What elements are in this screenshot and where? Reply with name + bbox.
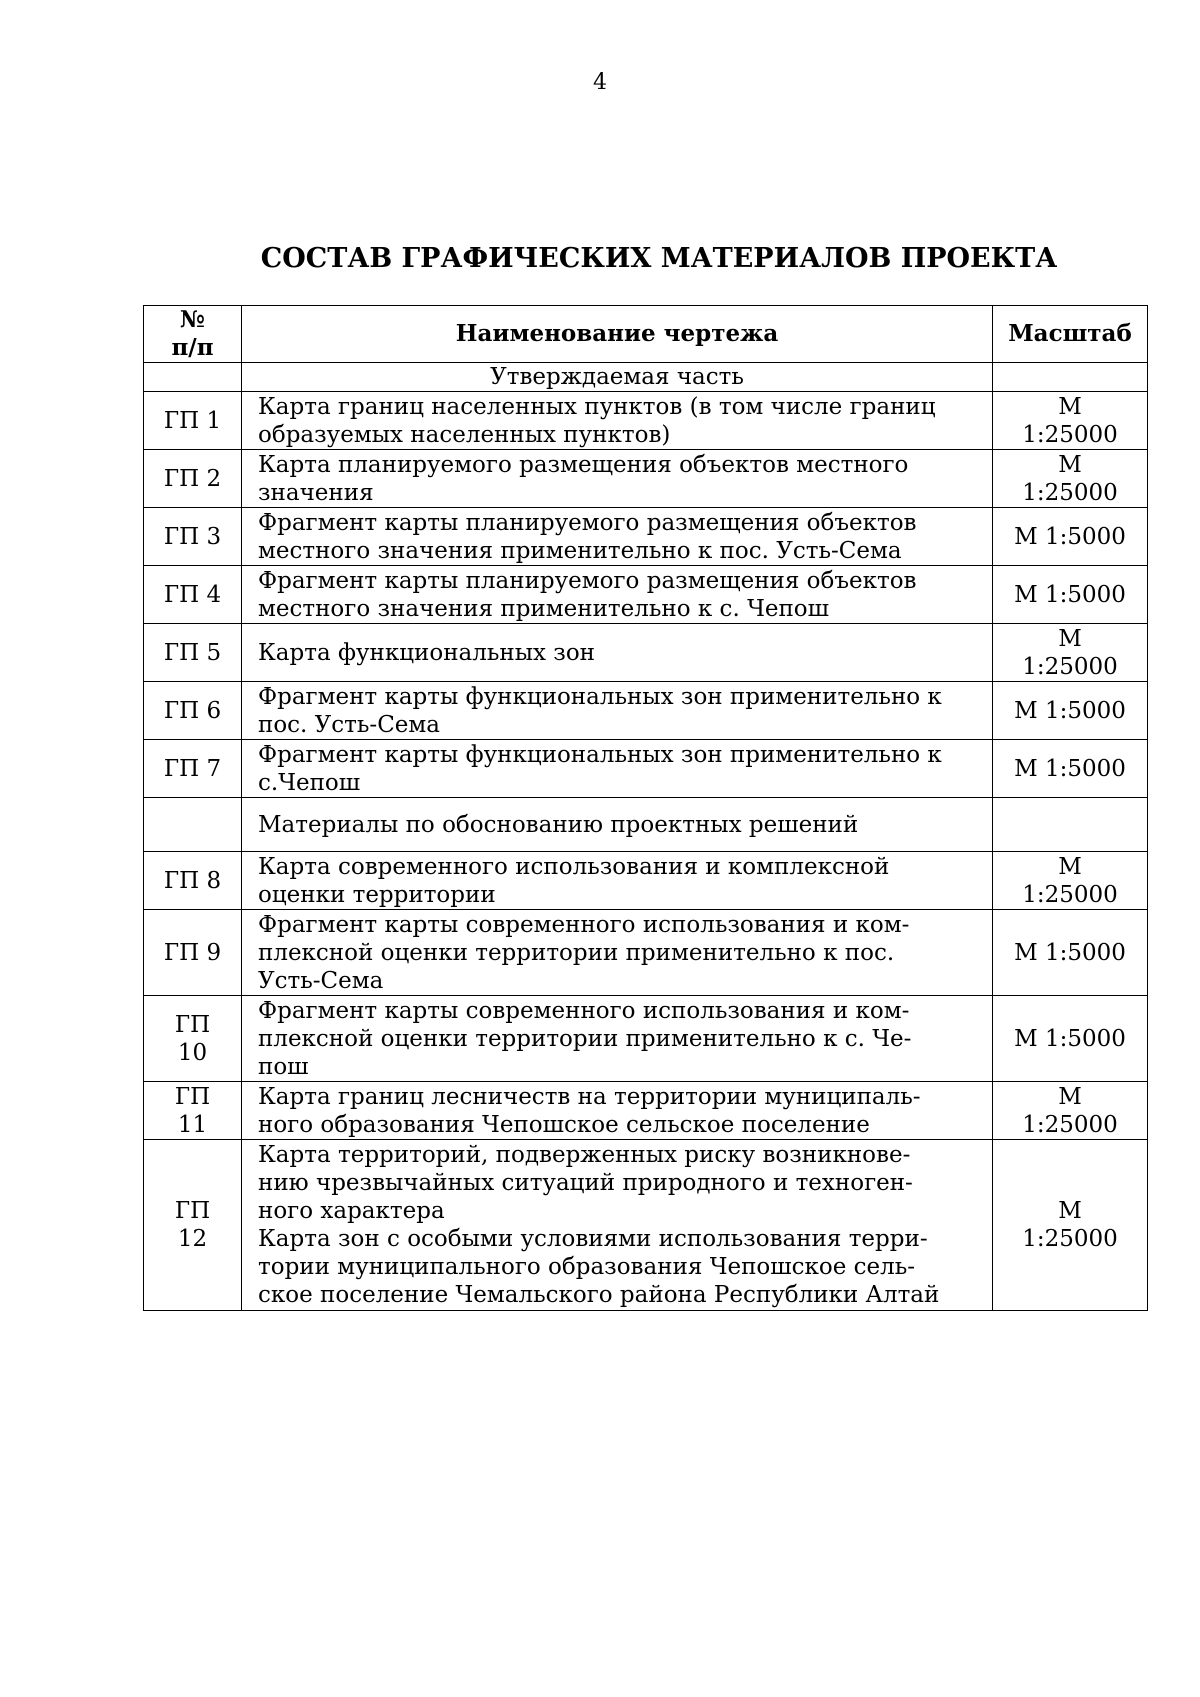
drawing-name-line: оценки территории: [258, 881, 496, 908]
drawing-number: [144, 392, 242, 450]
drawing-scale-line: М 1:5000: [1014, 1025, 1126, 1052]
drawing-name-line: Фрагмент карты функциональных зон применительно к: [258, 741, 942, 768]
drawing-name-line: Фрагмент карты планируемого размещения объектов: [258, 567, 917, 594]
page-number: 4: [593, 70, 607, 95]
drawing-name-line: Фрагмент карты современного использования и ком-: [258, 997, 910, 1024]
drawing-name-line: значения: [258, 479, 374, 506]
drawing-name-line: пош: [258, 1053, 309, 1080]
graphic-materials-table: [143, 305, 1148, 1311]
drawing-number-line: ГП 9: [163, 939, 222, 966]
drawing-scale-line: М: [1058, 1198, 1082, 1224]
drawing-scale: [993, 450, 1148, 508]
drawing-scale: [993, 508, 1148, 566]
drawing-name: [242, 682, 993, 740]
section-number-cell: [144, 798, 242, 852]
drawing-name: [242, 508, 993, 566]
drawing-number-line: ГП 7: [163, 755, 222, 782]
drawing-name-line: плексной оценки территории применительно к пос.: [258, 939, 895, 966]
drawing-name-line: Карта территорий, подверженных риску возникнове-: [258, 1142, 911, 1168]
drawing-name-line: Фрагмент карты современного использования и ком-: [258, 911, 910, 938]
drawing-scale-line: М 1:5000: [1014, 697, 1126, 724]
drawing-number-line: ГП: [174, 1198, 211, 1224]
drawing-scale-line: 1:25000: [1022, 479, 1118, 506]
drawing-name-line: Карта планируемого размещения объектов местного: [258, 451, 909, 478]
drawing-scale: [993, 1082, 1148, 1140]
header-name: Наименование чертежа: [242, 306, 993, 363]
drawing-name: [242, 852, 993, 910]
drawing-number: [144, 624, 242, 682]
drawing-scale-line: М: [1058, 1083, 1082, 1110]
section-row: [144, 363, 1148, 392]
drawing-number-line: ГП: [174, 1083, 211, 1110]
drawing-scale-line: М: [1058, 625, 1082, 652]
table-row: [144, 450, 1148, 508]
drawing-name: [242, 566, 993, 624]
drawing-number: [144, 566, 242, 624]
drawing-name-line: ское поселение Чемальского района Республики Алтай: [258, 1282, 940, 1308]
drawing-name-line: с.Чепош: [258, 769, 361, 796]
drawing-name: [242, 910, 993, 996]
drawing-name-line: ного характера: [258, 1198, 445, 1224]
drawing-scale-line: 1:25000: [1022, 653, 1118, 680]
table-row: [144, 1082, 1148, 1140]
drawing-number-line: ГП 2: [163, 465, 222, 492]
drawing-scale: [993, 910, 1148, 996]
table-body: [144, 363, 1148, 1311]
drawing-name-line: нию чрезвычайных ситуаций природного и техноген-: [258, 1170, 913, 1196]
drawing-number: [144, 996, 242, 1082]
drawing-scale: [993, 392, 1148, 450]
drawing-scale-line: 1:25000: [1022, 1111, 1118, 1138]
drawing-scale: [993, 624, 1148, 682]
drawing-name-line: местного значения применительно к пос. Усть-Сема: [258, 537, 902, 564]
drawing-number-line: 10: [177, 1039, 208, 1066]
section-scale-cell: [993, 363, 1148, 392]
section-scale-cell: [993, 798, 1148, 852]
drawing-number: [144, 910, 242, 996]
drawing-scale-line: М: [1058, 393, 1082, 420]
drawing-number: [144, 508, 242, 566]
table-row: [144, 682, 1148, 740]
drawing-scale: [993, 996, 1148, 1082]
drawing-name-line: местного значения применительно к с. Чепош: [258, 595, 830, 622]
section-row: [144, 798, 1148, 852]
drawing-scale: [993, 566, 1148, 624]
drawing-name-line: тории муниципального образования Чепошское сель-: [258, 1254, 916, 1280]
drawing-number-line: ГП 6: [163, 697, 222, 724]
table-row: [144, 852, 1148, 910]
drawing-name-line: образуемых населенных пунктов): [258, 421, 671, 448]
drawing-scale: [993, 682, 1148, 740]
drawing-name-line: Фрагмент карты планируемого размещения объектов: [258, 509, 917, 536]
drawing-name: [242, 450, 993, 508]
drawing-name: [242, 740, 993, 798]
header-number: [144, 306, 242, 363]
drawing-scale-line: 1:25000: [1022, 881, 1118, 908]
drawing-scale-line: 1:25000: [1022, 421, 1118, 448]
table-header-row: [144, 306, 1148, 363]
drawing-number-line: ГП: [174, 1011, 211, 1038]
drawing-name-line: Карта функциональных зон: [258, 639, 596, 666]
drawing-number-line: 12: [177, 1226, 208, 1252]
drawing-scale-line: М 1:5000: [1014, 581, 1126, 608]
drawing-scale: [993, 1140, 1148, 1311]
table-row: [144, 740, 1148, 798]
drawing-name-line: Карта зон с особыми условиями использования терри-: [258, 1226, 928, 1252]
section-number-cell: [144, 363, 242, 392]
drawing-number-line: ГП 1: [163, 407, 222, 434]
header-scale: Масштаб: [993, 306, 1148, 363]
table-row: [144, 624, 1148, 682]
drawing-number-line: 11: [177, 1111, 208, 1138]
drawing-name: [242, 1082, 993, 1140]
drawing-name-line: ного образования Чепошское сельское поселение: [258, 1111, 870, 1138]
table-row: [144, 392, 1148, 450]
drawing-number: [144, 1082, 242, 1140]
drawing-scale-line: М 1:5000: [1014, 755, 1126, 782]
table-row: [144, 910, 1148, 996]
table-row: [144, 996, 1148, 1082]
drawing-scale-line: М: [1058, 451, 1082, 478]
drawing-scale-line: М: [1058, 853, 1082, 880]
drawing-name-line: Карта границ лесничеств на территории муниципаль-: [258, 1083, 921, 1110]
drawing-name-line: Карта границ населенных пунктов (в том числе границ: [258, 393, 936, 420]
drawing-number: [144, 450, 242, 508]
drawing-number-line: ГП 8: [163, 867, 222, 894]
drawing-name-line: Фрагмент карты функциональных зон применительно к: [258, 683, 942, 710]
drawing-number-line: ГП 4: [163, 581, 222, 608]
header-number-line: №: [180, 306, 205, 333]
header-number-line: п/п: [171, 334, 214, 361]
section-title: Утверждаемая часть: [242, 363, 993, 392]
drawing-name-line: плексной оценки территории применительно к с. Че-: [258, 1025, 912, 1052]
drawing-number: [144, 682, 242, 740]
table-row: [144, 508, 1148, 566]
table-row: [144, 566, 1148, 624]
document-title: СОСТАВ ГРАФИЧЕСКИХ МАТЕРИАЛОВ ПРОЕКТА: [260, 243, 1058, 274]
drawing-scale: [993, 740, 1148, 798]
drawing-name: [242, 996, 993, 1082]
drawing-name-line: пос. Усть-Сема: [258, 711, 441, 738]
drawing-name-line: Усть-Сема: [258, 967, 384, 994]
section-title: Материалы по обоснованию проектных решений: [242, 798, 993, 852]
drawing-number: [144, 740, 242, 798]
drawing-name: [242, 624, 993, 682]
drawing-scale-line: 1:25000: [1022, 1226, 1118, 1252]
drawing-name: [242, 392, 993, 450]
drawing-number: [144, 1140, 242, 1311]
drawing-number-line: ГП 5: [163, 639, 222, 666]
drawing-number: [144, 852, 242, 910]
drawing-scale: [993, 852, 1148, 910]
drawing-number-line: ГП 3: [163, 523, 222, 550]
drawing-scale-line: М 1:5000: [1014, 523, 1126, 550]
drawing-name: [242, 1140, 993, 1311]
drawing-name-line: Карта современного использования и комплексной: [258, 853, 890, 880]
table-row: [144, 1140, 1148, 1311]
drawing-scale-line: М 1:5000: [1014, 939, 1126, 966]
